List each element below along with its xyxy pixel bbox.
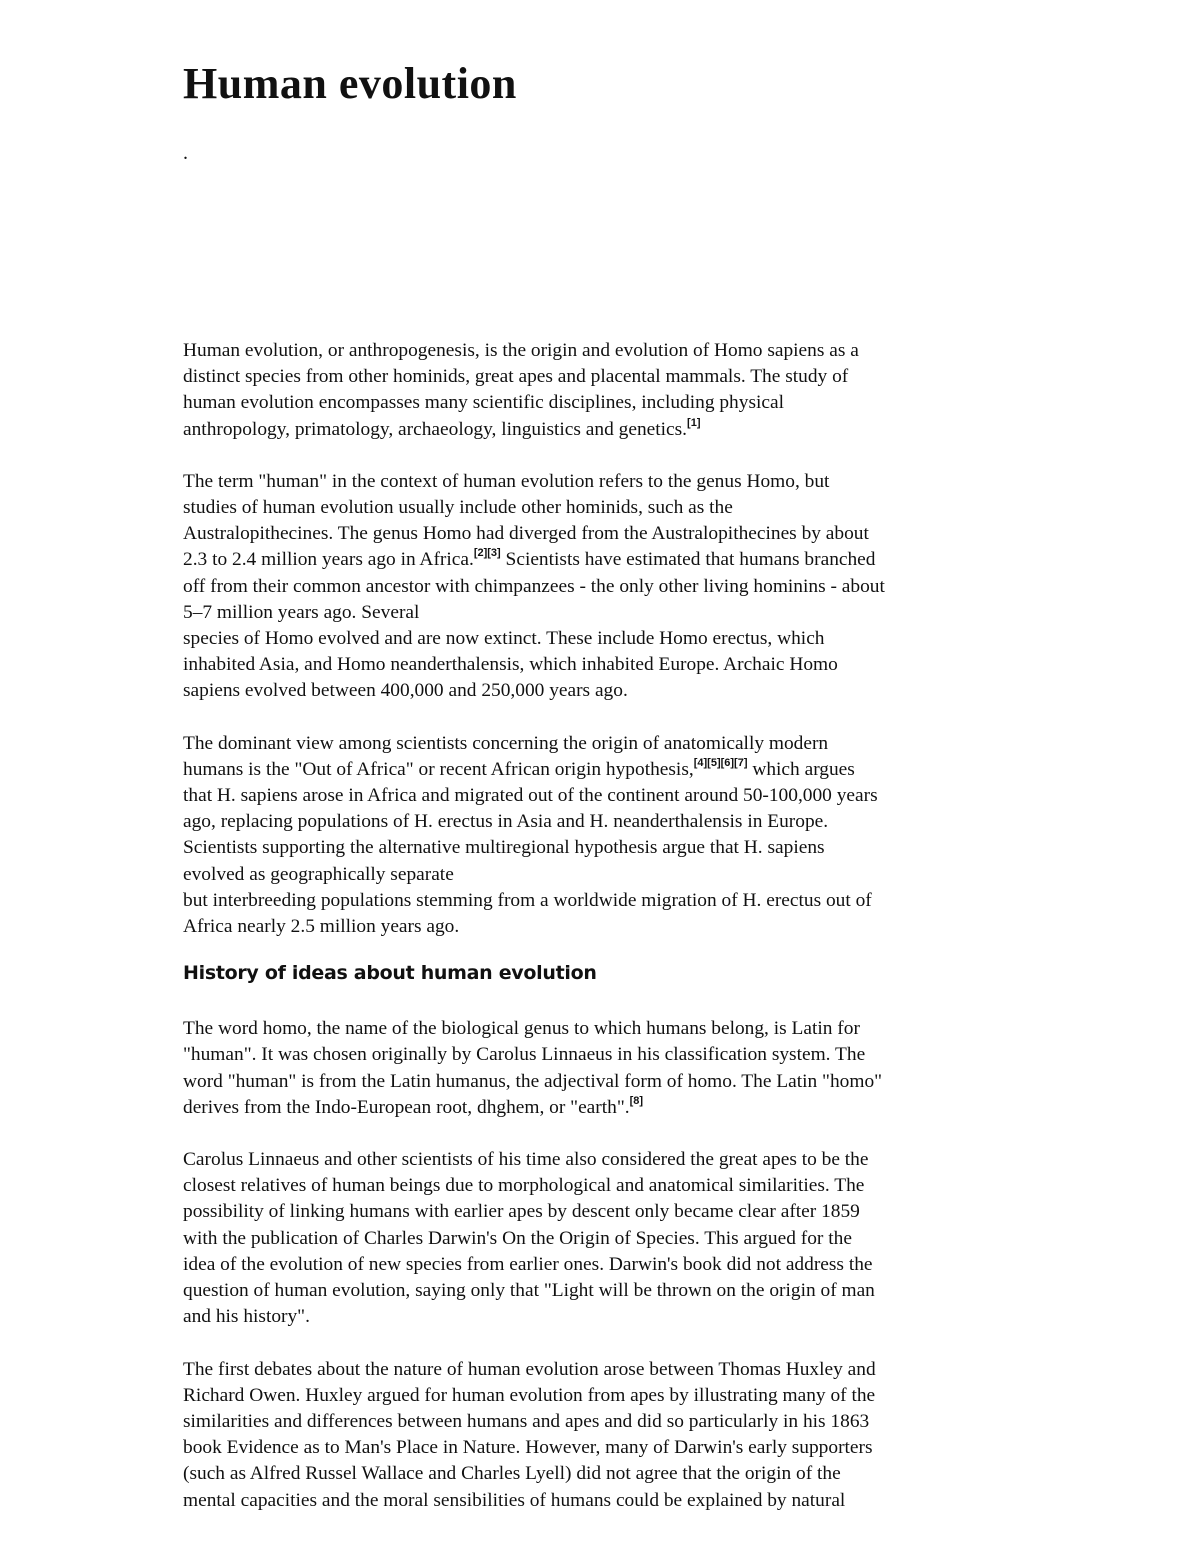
line-text: Scientists have estimated that humans branched (500, 549, 876, 571)
line-text: derives from the Indo-European root, dhghem, or "earth". (183, 1096, 630, 1118)
citation-link[interactable]: [2][3] (473, 547, 501, 560)
text-line: question of human evolution, saying only that "Light will be thrown on the origin of man (183, 1280, 875, 1302)
text-line: "human". It was chosen originally by Carolus Linnaeus in his classification system. The (183, 1044, 866, 1066)
paragraph-linnaeus (183, 1147, 1023, 1330)
paragraph-genus-homo (183, 469, 1023, 705)
section-heading: History of ideas about human evolution (183, 962, 597, 985)
text-line: Richard Owen. Huxley argued for human evolution from apes by illustrating many of the (183, 1384, 876, 1406)
text-line: possibility of linking humans with earlier apes by descent only became clear after 1859 (183, 1201, 860, 1223)
paragraph-word-homo (183, 1016, 1023, 1121)
text-line: species of Homo evolved and are now extinct. These include Homo erectus, which (183, 628, 825, 650)
text-line: (such as Alfred Russel Wallace and Charles Lyell) did not agree that the origin of the (183, 1463, 841, 1485)
text-line: The term "human" in the context of human evolution refers to the genus Homo, but (183, 470, 830, 492)
paragraph-gap (183, 705, 1023, 731)
paragraph-out-of-africa (183, 731, 1023, 941)
paragraph-gap (183, 986, 1023, 1016)
text-line: similarities and differences between humans and apes and did so particularly in his 1863 (183, 1410, 870, 1432)
text-line: Africa nearly 2.5 million years ago. (183, 916, 460, 938)
paragraph-huxley-owen (183, 1357, 1023, 1514)
line-text: anthropology, primatology, archaeology, linguistics and genetics. (183, 418, 688, 440)
text-line (183, 1095, 1023, 1121)
citation-link[interactable]: [8] (629, 1094, 644, 1107)
text-line: that H. sapiens arose in Africa and migrated out of the continent around 50-100,000 years (183, 785, 878, 807)
text-line: closest relatives of human beings due to morphological and anatomical similarities. The (183, 1175, 865, 1197)
text-line: word "human" is from the Latin humanus, the adjectival form of homo. The Latin "homo" (183, 1070, 883, 1092)
document-title: Human evolution (183, 59, 517, 108)
text-line: with the publication of Charles Darwin's On the Origin of Species. This argued for the (183, 1227, 852, 1249)
text-line: and his history". (183, 1306, 310, 1328)
text-line: ago, replacing populations of H. erectus in Asia and H. neanderthalensis in Europe. (183, 811, 829, 833)
text-line (183, 547, 1023, 573)
text-line: Carolus Linnaeus and other scientists of his time also considered the great apes to be the (183, 1149, 869, 1171)
line-text: 2.3 to 2.4 million years ago in Africa. (183, 549, 474, 571)
line-text: humans is the "Out of Africa" or recent African origin hypothesis, (183, 758, 694, 780)
paragraph-gap (183, 1121, 1023, 1147)
placeholder-dot: . (183, 142, 188, 164)
paragraph-gap (183, 443, 1023, 469)
line-text: which argues (747, 758, 855, 780)
paragraph-intro (183, 338, 1023, 443)
paragraph-gap (183, 1331, 1023, 1357)
text-line: Human evolution, or anthropogenesis, is the origin and evolution of Homo sapiens as a (183, 340, 859, 361)
text-line: sapiens evolved between 400,000 and 250,000 years ago. (183, 680, 628, 702)
text-line: The dominant view among scientists concerning the origin of anatomically modern (183, 732, 829, 754)
text-line: mental capacities and the moral sensibilities of humans could be explained by natural (183, 1489, 846, 1511)
text-line (183, 757, 1023, 783)
text-line: Australopithecines. The genus Homo had diverged from the Australopithecines by about (183, 523, 869, 545)
text-line: human evolution encompasses many scientific disciplines, including physical (183, 392, 784, 414)
text-line (183, 417, 1023, 443)
text-line: Scientists supporting the alternative multiregional hypothesis argue that H. sapiens (183, 837, 825, 859)
paragraph-gap (183, 940, 1023, 960)
text-line: The word homo, the name of the biological genus to which humans belong, is Latin for (183, 1018, 860, 1040)
text-line: The first debates about the nature of human evolution arose between Thomas Huxley and (183, 1358, 876, 1380)
text-line: off from their common ancestor with chimpanzees - the only other living hominins - about (183, 575, 885, 597)
citation-link[interactable]: [1] (687, 416, 701, 429)
text-line: book Evidence as to Man's Place in Nature. However, many of Darwin's early supporters (183, 1437, 873, 1459)
text-line: studies of human evolution usually include other hominids, such as the (183, 497, 733, 519)
text-line: inhabited Asia, and Homo neanderthalensis, which inhabited Europe. Archaic Homo (183, 654, 838, 676)
citation-link[interactable]: [4][5][6][7] (693, 756, 748, 769)
text-line: evolved as geographically separate (183, 863, 454, 885)
document-body (183, 338, 1023, 1514)
text-line: distinct species from other hominids, great apes and placental mammals. The study of (183, 366, 849, 388)
text-line: but interbreeding populations stemming from a worldwide migration of H. erectus out of (183, 889, 872, 911)
text-line: 5–7 million years ago. Several (183, 601, 420, 623)
text-line: idea of the evolution of new species from earlier ones. Darwin's book did not address the (183, 1253, 873, 1275)
